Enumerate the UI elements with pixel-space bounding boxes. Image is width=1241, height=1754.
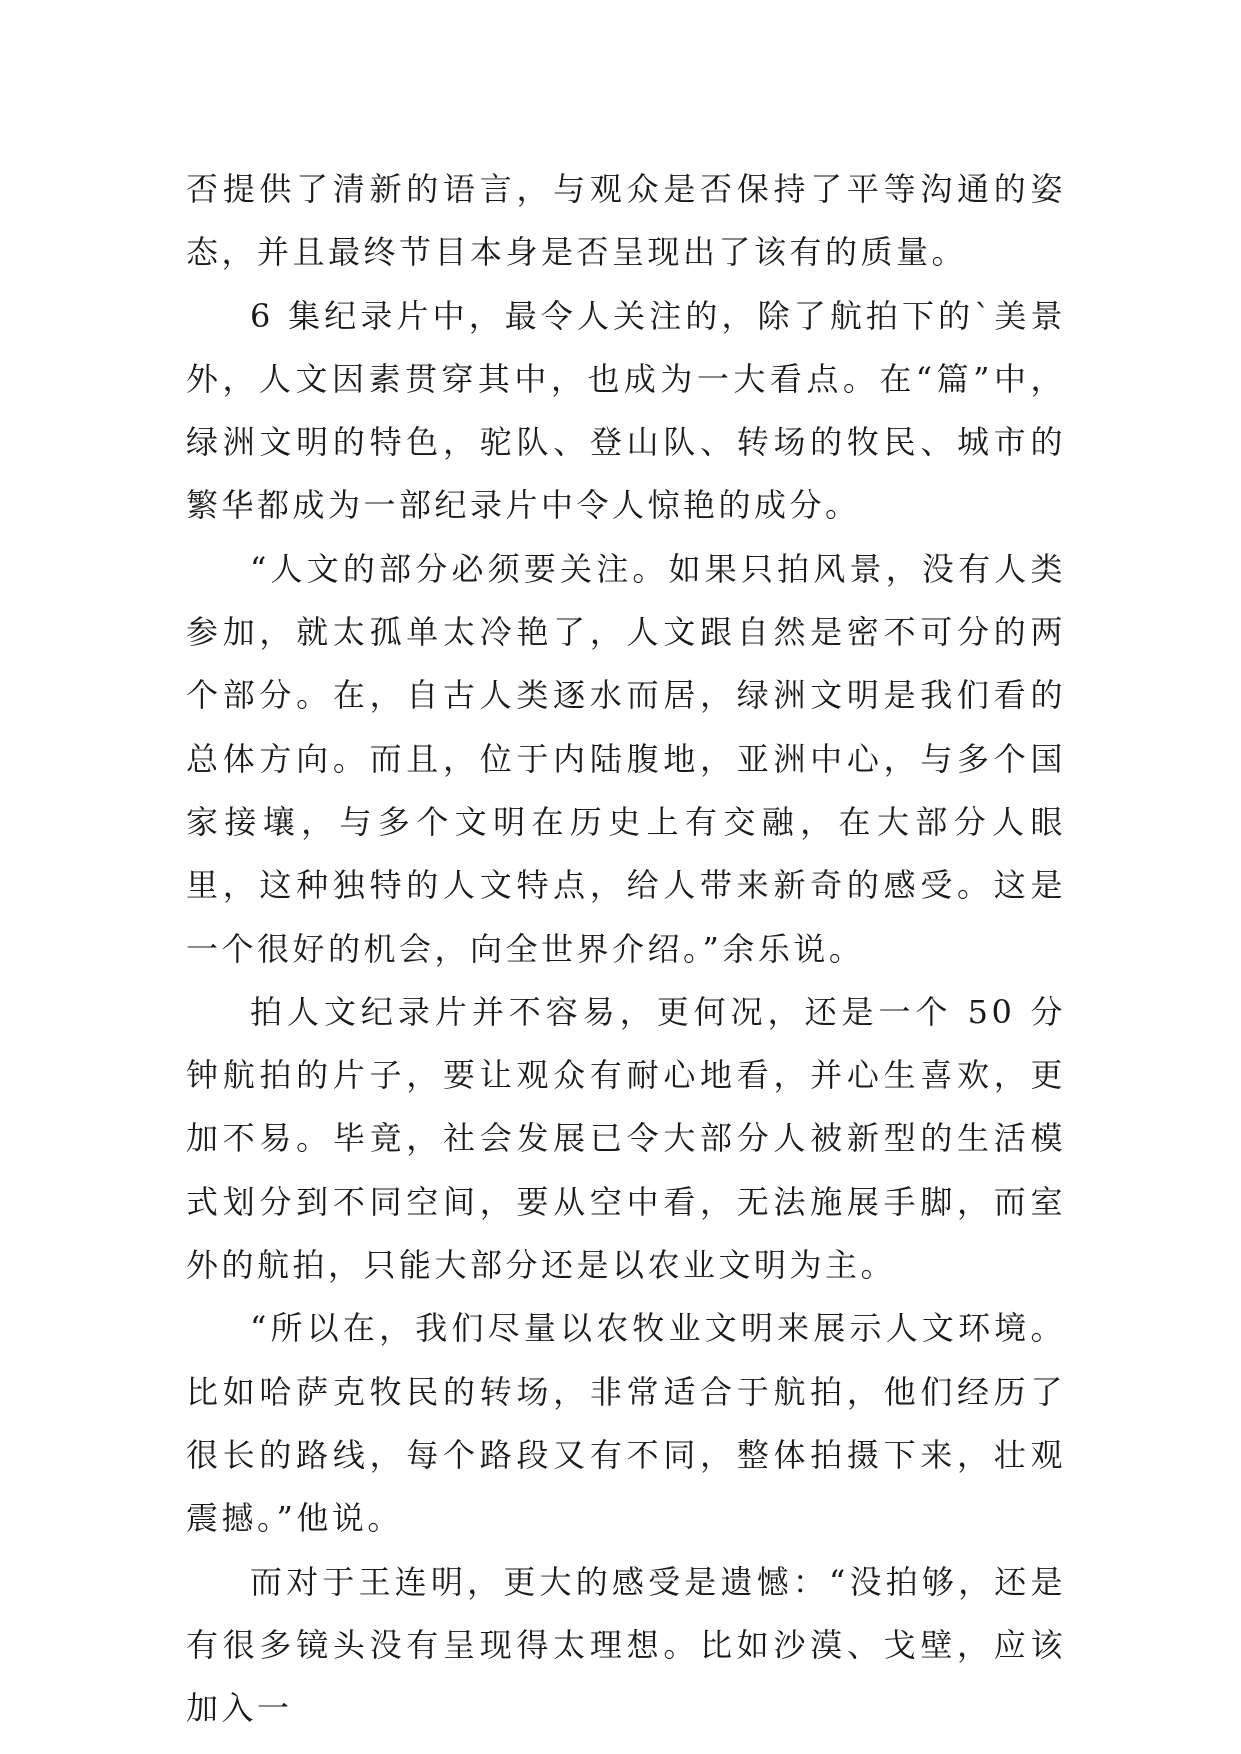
paragraph-documentary-highlights: 6 集纪录片中，最令人关注的，除了航拍下的`美景外，人文因素贯穿其中，也成为一大看点。在“篇”中，绿洲文明的特色，驼队、登山队、转场的牧民、城市的繁华都成为一部纪录片中令人惊艳的成分。 bbox=[186, 296, 1066, 525]
paragraph-nomad-quote: “所以在，我们尽量以农牧业文明来展示人文环境。比如哈萨克牧民的转场，非常适合于航拍，他们经历了很长的路线，每个路段又有不同，整体拍摄下来，壮观震撼。”他说。 bbox=[186, 1309, 1066, 1538]
paragraph-wang-lianming: 而对于王连明，更大的感受是遗憾：“没拍够，还是有很多镜头没有呈现得太理想。比如沙漠、戈壁，应该加入一 bbox=[186, 1562, 1066, 1728]
paragraph-aerial-difficulty: 拍人文纪录片并不容易，更何况，还是一个 50 分钟航拍的片子，要让观众有耐心地看，并心生喜欢，更加不易。毕竟，社会发展已令大部分人被新型的生活模式划分到不同空间，要从空中看，无法施展手脚，而室外的航拍，只能大部分还是以农业文明为主。 bbox=[186, 992, 1066, 1285]
paragraph-yu-le-quote: “人文的部分必须要关注。如果只拍风景，没有人类参加，就太孤单太冷艳了，人文跟自然是密不可分的两个部分。在，自古人类逐水而居，绿洲文明是我们看的总体方向。而且，位于内陆腹地，亚洲中心，与多个国家接壤，与多个文明在历史上有交融，在大部分人眼里，这种独特的人文特点，给人带来新奇的感受。这是一个很好的机会，向全世界介绍。”余乐说。 bbox=[186, 549, 1066, 968]
document-body bbox=[186, 158, 1066, 1740]
paragraph-continued: 否提供了清新的语言，与观众是否保持了平等沟通的姿态，并且最终节目本身是否呈现出了该有的质量。 bbox=[186, 170, 1066, 272]
